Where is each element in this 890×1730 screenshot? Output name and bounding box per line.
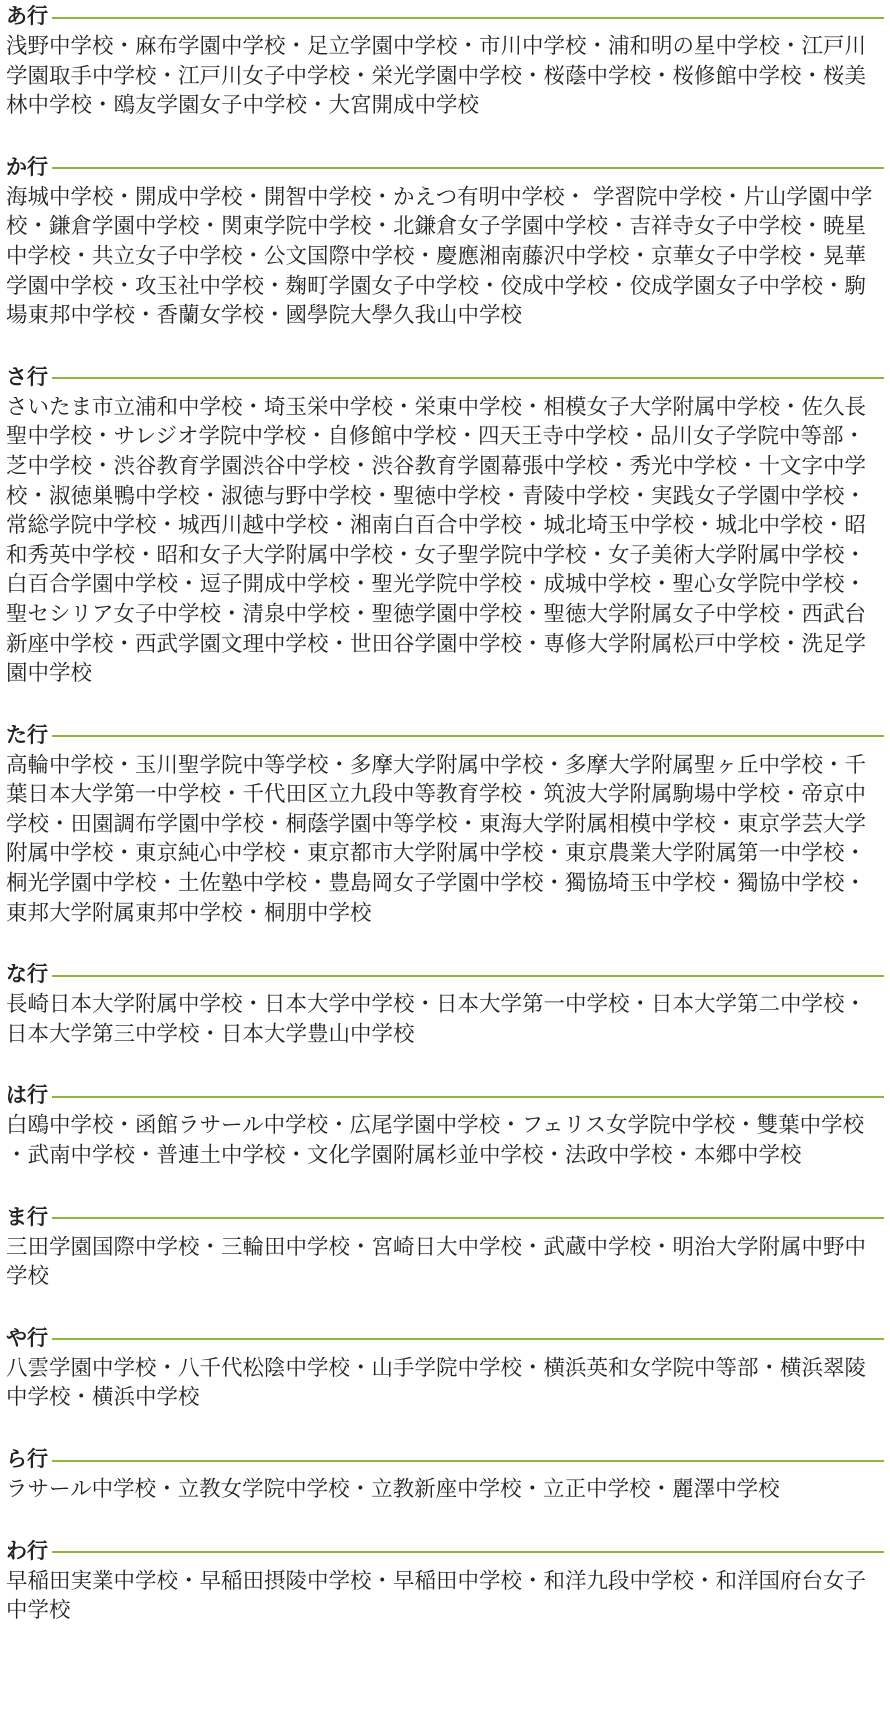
section-title: や行 [6,1325,48,1350]
section-divider [52,1460,884,1462]
section-title: は行 [6,1083,48,1108]
section-title: わ行 [6,1538,48,1563]
section-title: ら行 [6,1447,48,1471]
school-list: 浅野中学校・麻布学園中学校・足立学園中学校・市川中学校・浦和明の星中学校・江戸川学園取手中学校・江戸川女子中学校・栄光学園中学校・桜蔭中学校・桜修館中学校・桜美林中学校・鴎友学園女子中学校・大宮開成中学校 [6,34,867,119]
section-header [6,1201,884,1233]
section-title: あ行 [6,4,48,28]
section-header [6,958,884,990]
section-header [6,1322,884,1354]
section-header [6,1535,884,1567]
section-header [6,151,884,183]
school-list: 白鴎中学校・函館ラサール中学校・広尾学園中学校・フェリス女学院中学校・雙葉中学校・武南中学校・普連土中学校・文化学園附属杉並中学校・法政中学校・本郷中学校 [6,1113,865,1169]
school-list: 八雲学園中学校・八千代松陰中学校・山手学院中学校・横浜英和女学院中等部・横浜翠陵中学校・横浜中学校 [6,1355,867,1411]
section-divider [52,17,884,19]
school-list: ラサール中学校・立教女学院中学校・立教新座中学校・立正中学校・麗澤中学校 [6,1477,780,1502]
section-wa [6,1535,884,1626]
section-header [6,719,884,751]
section-title: ま行 [6,1204,48,1229]
section-ya [6,1322,884,1413]
school-list: 長崎日本大学附属中学校・日本大学中学校・日本大学第一中学校・日本大学第二中学校・日本大学第三中学校・日本大学豊山中学校 [6,992,867,1047]
section-sa [6,361,884,689]
section-divider [52,1551,884,1553]
section-header [6,1079,884,1111]
section-divider [52,1096,884,1098]
school-list: 早稲田実業中学校・早稲田摂陵中学校・早稲田中学校・和洋九段中学校・和洋国府台女子中学校 [6,1568,867,1624]
section-divider [52,975,884,977]
section-divider [52,377,884,379]
section-a [6,0,884,121]
section-ta [6,719,884,929]
section-header [6,361,884,393]
school-list: さいたま市立浦和中学校・埼玉栄中学校・栄東中学校・相模女子大学附属中学校・佐久長聖中学校・サレジオ学院中学校・自修館中学校・四天王寺中学校・品川女子学院中等部・芝中学校・渋谷教育学園渋谷中学校・渋谷教育学園幕張中学校・秀光中学校・十文字中学校・淑徳巣鴨中学校・淑徳与野中学校・聖徳中学校・青陵中学校・実践女子学園中学校・常総学院中学校・城西川越中学校・湘南白百合中学校・城北埼玉中学校・城北中学校・昭和秀英中学校・昭和女子大学附属中学校・女子聖学院中学校・女子美術大学附属中学校・白百合学園中学校・逗子開成中学校・聖光学院中学校・成城中学校・聖心女学院中学校・聖セシリア女子中学校・清泉中学校・聖徳学園中学校・聖徳大学附属女子中学校・西武台新座中学校・西武学園文理中学校・世田谷学園中学校・専修大学附属松戸中学校・洗足学園中学校 [6,394,867,687]
section-ka [6,151,884,331]
school-index [6,0,884,1626]
school-list: 高輪中学校・玉川聖学院中等学校・多摩大学附属中学校・多摩大学附属聖ヶ丘中学校・千葉日本大学第一中学校・千代田区立九段中等教育学校・筑波大学附属駒場中学校・帝京中学校・田園調布学園中学校・桐蔭学園中等学校・東海大学附属相模中学校・東京学芸大学附属中学校・東京純心中学校・東京都市大学附属中学校・東京農業大学附属第一中学校・桐光学園中学校・土佐塾中学校・豊島岡女子学園中学校・獨協埼玉中学校・獨協中学校・東邦大学附属東邦中学校・桐朋中学校 [6,752,867,926]
school-list: 三田学園国際中学校・三輪田中学校・宮崎日大中学校・武蔵中学校・明治大学附属中野中学校 [6,1234,867,1290]
school-list: 海城中学校・開成中学校・開智中学校・かえつ有明中学校・ 学習院中学校・片山学園中学校・鎌倉学園中学校・関東学院中学校・北鎌倉女子学園中学校・吉祥寺女子中学校・暁星中学校・共立女子中学校・公文国際中学校・慶應湘南藤沢中学校・京華女子中学校・晃華学園中学校・攻玉社中学校・麹町学園女子中学校・佼成中学校・佼成学園女子中学校・駒場東邦中学校・香蘭女学校・國學院大學久我山中学校 [6,184,873,329]
section-divider [52,1217,884,1219]
section-ma [6,1201,884,1292]
section-divider [52,167,884,169]
section-header [6,0,884,32]
section-ra [6,1443,884,1505]
section-title: さ行 [6,364,48,389]
section-ha [6,1079,884,1170]
section-divider [52,735,884,737]
section-header [6,1443,884,1475]
section-title: な行 [6,962,48,987]
section-divider [52,1338,884,1340]
section-na [6,958,884,1049]
section-title: た行 [6,722,48,747]
section-title: か行 [6,154,48,179]
